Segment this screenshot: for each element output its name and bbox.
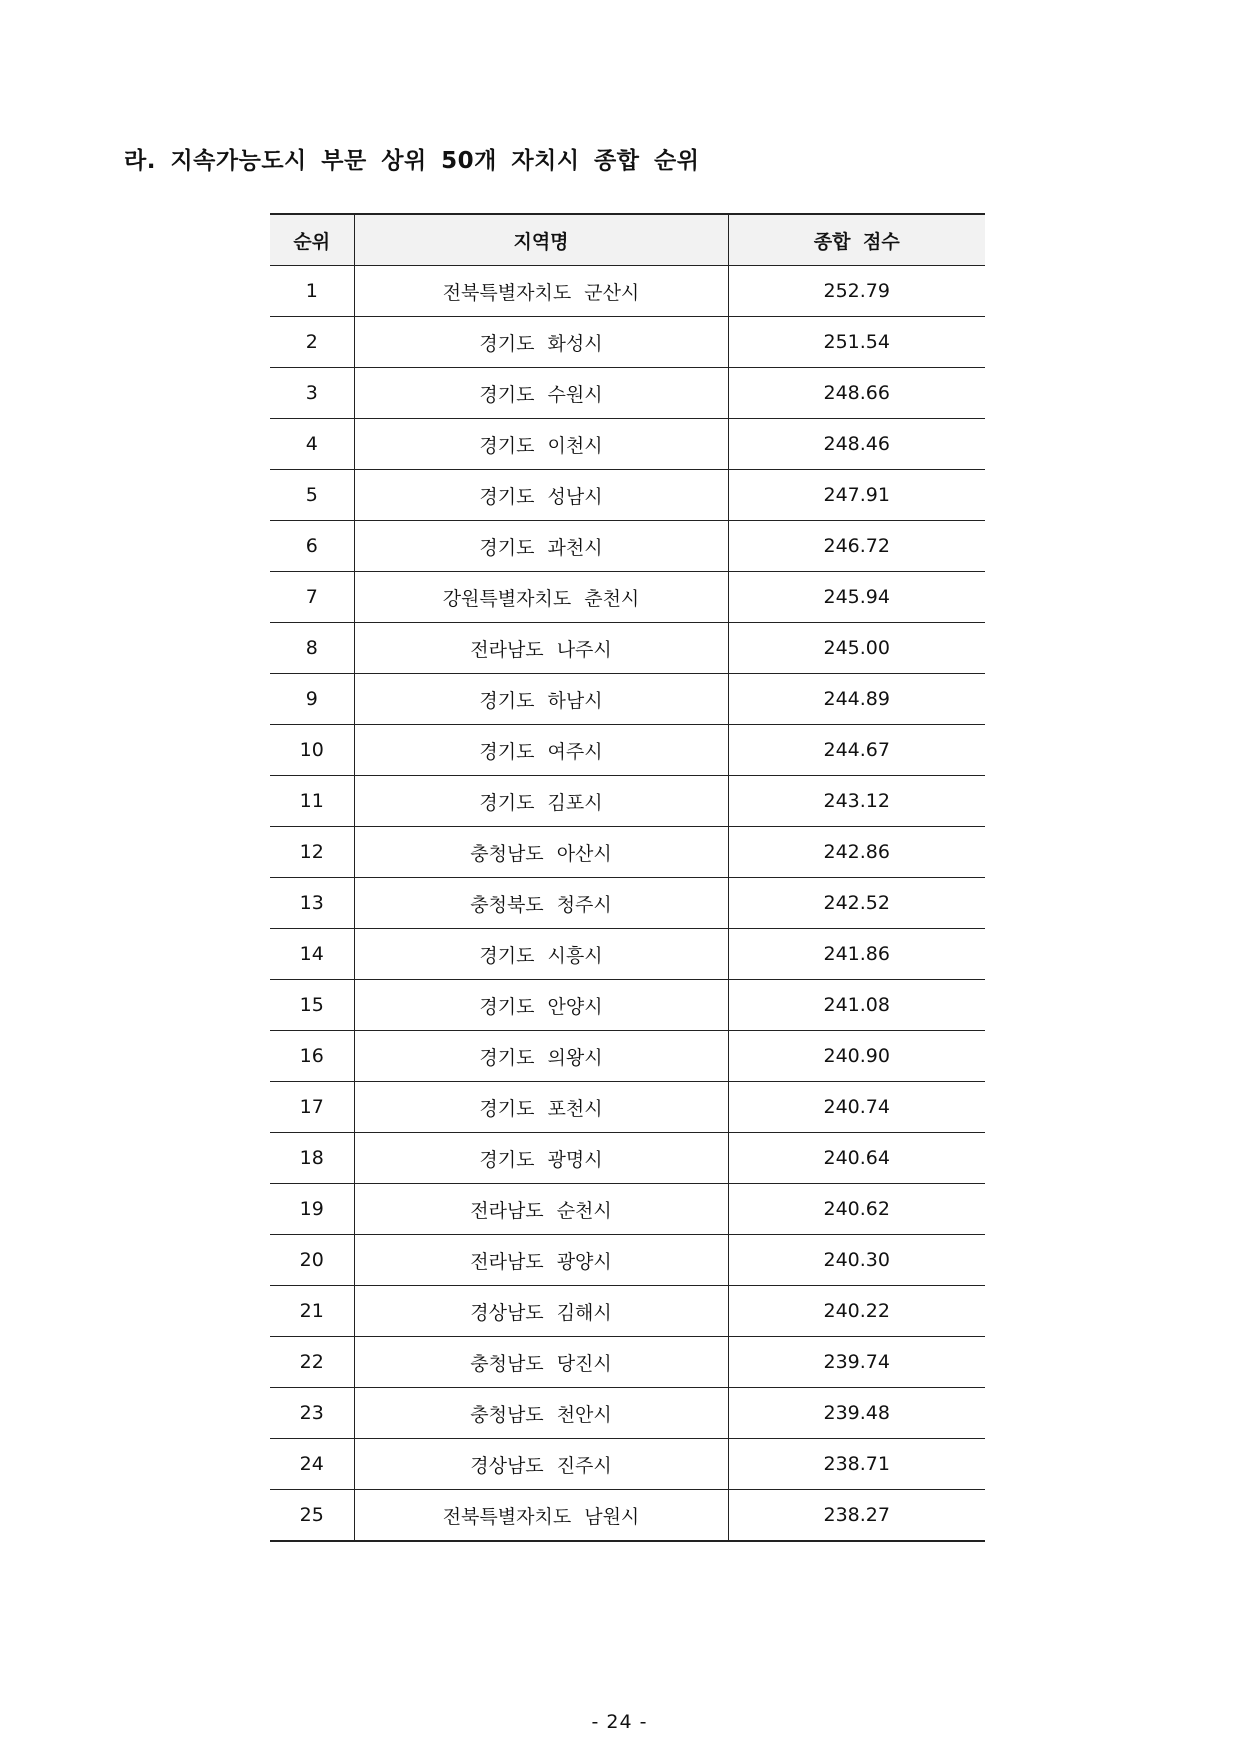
region-cell: 충청남도 당진시 — [354, 1337, 728, 1388]
rank-cell: 7 — [270, 572, 354, 623]
score-cell: 242.86 — [728, 827, 985, 878]
score-cell: 251.54 — [728, 317, 985, 368]
rank-cell: 19 — [270, 1184, 354, 1235]
rank-cell: 25 — [270, 1490, 354, 1542]
region-cell: 경기도 김포시 — [354, 776, 728, 827]
table-row — [270, 419, 985, 470]
score-cell: 248.66 — [728, 368, 985, 419]
table-header — [270, 214, 985, 266]
table-row — [270, 1337, 985, 1388]
rank-cell: 3 — [270, 368, 354, 419]
score-cell: 240.64 — [728, 1133, 985, 1184]
region-cell: 충청남도 아산시 — [354, 827, 728, 878]
score-cell: 248.46 — [728, 419, 985, 470]
table-row — [270, 1184, 985, 1235]
header-region: 지역명 — [354, 214, 728, 266]
table-row — [270, 623, 985, 674]
table-row — [270, 776, 985, 827]
rank-cell: 16 — [270, 1031, 354, 1082]
rank-cell: 14 — [270, 929, 354, 980]
region-cell: 경기도 포천시 — [354, 1082, 728, 1133]
region-cell: 전라남도 광양시 — [354, 1235, 728, 1286]
rank-cell: 15 — [270, 980, 354, 1031]
score-cell: 243.12 — [728, 776, 985, 827]
table-row — [270, 1133, 985, 1184]
rank-cell: 10 — [270, 725, 354, 776]
table-row — [270, 1235, 985, 1286]
region-cell: 경상남도 김해시 — [354, 1286, 728, 1337]
table-row — [270, 1388, 985, 1439]
score-cell: 244.89 — [728, 674, 985, 725]
score-cell: 245.00 — [728, 623, 985, 674]
score-cell: 242.52 — [728, 878, 985, 929]
header-row — [270, 214, 985, 266]
score-cell: 240.30 — [728, 1235, 985, 1286]
score-cell: 240.62 — [728, 1184, 985, 1235]
table-row — [270, 674, 985, 725]
rank-cell: 21 — [270, 1286, 354, 1337]
table-row — [270, 521, 985, 572]
table-row — [270, 1286, 985, 1337]
table-row — [270, 1031, 985, 1082]
rank-cell: 13 — [270, 878, 354, 929]
region-cell: 강원특별자치도 춘천시 — [354, 572, 728, 623]
table-row — [270, 725, 985, 776]
region-cell: 경기도 이천시 — [354, 419, 728, 470]
score-cell: 238.27 — [728, 1490, 985, 1542]
table-row — [270, 368, 985, 419]
table-row — [270, 470, 985, 521]
table-row — [270, 572, 985, 623]
rank-cell: 12 — [270, 827, 354, 878]
table-row — [270, 878, 985, 929]
score-cell: 241.08 — [728, 980, 985, 1031]
region-cell: 전북특별자치도 군산시 — [354, 266, 728, 317]
rank-cell: 5 — [270, 470, 354, 521]
score-cell: 252.79 — [728, 266, 985, 317]
region-cell: 경기도 하남시 — [354, 674, 728, 725]
header-score: 종합 점수 — [728, 214, 985, 266]
score-cell: 241.86 — [728, 929, 985, 980]
rank-cell: 11 — [270, 776, 354, 827]
rank-cell: 8 — [270, 623, 354, 674]
rank-cell: 18 — [270, 1133, 354, 1184]
region-cell: 경기도 화성시 — [354, 317, 728, 368]
region-cell: 경기도 광명시 — [354, 1133, 728, 1184]
ranking-table — [270, 213, 985, 1542]
rank-cell: 22 — [270, 1337, 354, 1388]
score-cell: 240.74 — [728, 1082, 985, 1133]
region-cell: 경기도 성남시 — [354, 470, 728, 521]
region-cell: 전북특별자치도 남원시 — [354, 1490, 728, 1542]
rank-cell: 17 — [270, 1082, 354, 1133]
section-title: 라. 지속가능도시 부문 상위 50개 자치시 종합 순위 — [124, 148, 700, 174]
region-cell: 전라남도 순천시 — [354, 1184, 728, 1235]
region-cell: 경기도 여주시 — [354, 725, 728, 776]
region-cell: 경기도 시흥시 — [354, 929, 728, 980]
table-row — [270, 929, 985, 980]
region-cell: 충청남도 천안시 — [354, 1388, 728, 1439]
page-number: - 24 - — [591, 1711, 648, 1733]
rank-cell: 2 — [270, 317, 354, 368]
table-row — [270, 1439, 985, 1490]
score-cell: 245.94 — [728, 572, 985, 623]
region-cell: 충청북도 청주시 — [354, 878, 728, 929]
rank-cell: 4 — [270, 419, 354, 470]
region-cell: 전라남도 나주시 — [354, 623, 728, 674]
table-row — [270, 980, 985, 1031]
score-cell: 239.74 — [728, 1337, 985, 1388]
rank-cell: 1 — [270, 266, 354, 317]
table-row — [270, 317, 985, 368]
table-row — [270, 1082, 985, 1133]
table-row — [270, 1490, 985, 1542]
region-cell: 경기도 과천시 — [354, 521, 728, 572]
rank-cell: 6 — [270, 521, 354, 572]
rank-cell: 23 — [270, 1388, 354, 1439]
score-cell: 246.72 — [728, 521, 985, 572]
table-body — [270, 266, 985, 1542]
score-cell: 244.67 — [728, 725, 985, 776]
region-cell: 경상남도 진주시 — [354, 1439, 728, 1490]
score-cell: 240.22 — [728, 1286, 985, 1337]
rank-cell: 20 — [270, 1235, 354, 1286]
region-cell: 경기도 의왕시 — [354, 1031, 728, 1082]
table-row — [270, 827, 985, 878]
rank-cell: 24 — [270, 1439, 354, 1490]
score-cell: 238.71 — [728, 1439, 985, 1490]
rank-cell: 9 — [270, 674, 354, 725]
score-cell: 240.90 — [728, 1031, 985, 1082]
header-rank: 순위 — [270, 214, 354, 266]
region-cell: 경기도 수원시 — [354, 368, 728, 419]
table-row — [270, 266, 985, 317]
score-cell: 239.48 — [728, 1388, 985, 1439]
score-cell: 247.91 — [728, 470, 985, 521]
region-cell: 경기도 안양시 — [354, 980, 728, 1031]
